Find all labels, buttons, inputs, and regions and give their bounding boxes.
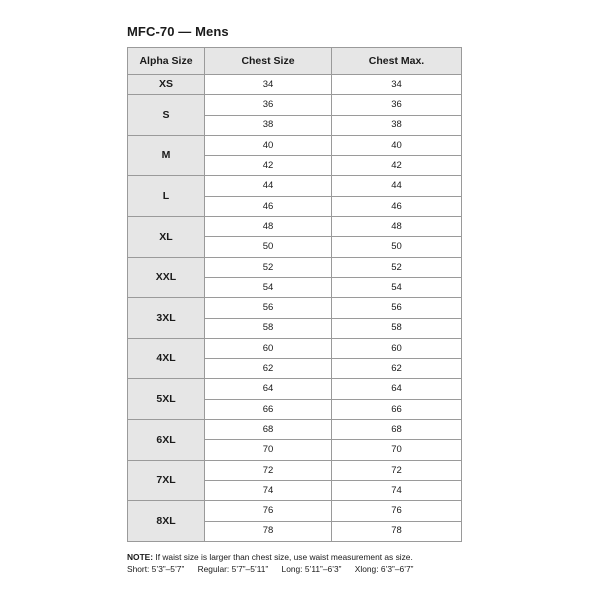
chest-size-cell: 40 <box>205 135 332 155</box>
chest-size-cell: 48 <box>205 217 332 237</box>
table-row <box>128 460 462 480</box>
chest-max-cell: 68 <box>332 420 462 440</box>
table-row <box>128 75 462 95</box>
alpha-size-cell: XL <box>128 217 205 258</box>
column-header-chest-max: Chest Max. <box>332 48 462 75</box>
column-header-chest-size: Chest Size <box>205 48 332 75</box>
note-line <box>127 551 413 563</box>
alpha-size-cell: 5XL <box>128 379 205 420</box>
chest-max-cell: 46 <box>332 196 462 216</box>
table-row <box>128 257 462 277</box>
alpha-size-cell: L <box>128 176 205 217</box>
chest-size-cell: 64 <box>205 379 332 399</box>
chest-size-cell: 68 <box>205 420 332 440</box>
chest-max-cell: 78 <box>332 521 462 541</box>
size-chart-table <box>127 47 462 542</box>
table-row <box>128 176 462 196</box>
table-row <box>128 420 462 440</box>
chest-max-cell: 76 <box>332 501 462 521</box>
chest-size-cell: 46 <box>205 196 332 216</box>
chest-size-cell: 42 <box>205 156 332 176</box>
note-text: If waist size is larger than chest size, use waist measurement as size. <box>153 552 413 562</box>
size-xlong: Xlong: 6’3”–6’7” <box>354 564 414 574</box>
page-title: MFC-70 — Mens <box>127 24 229 39</box>
table-row <box>128 135 462 155</box>
chest-max-cell: 54 <box>332 277 462 297</box>
chest-size-cell: 74 <box>205 480 332 500</box>
chest-max-cell: 34 <box>332 75 462 95</box>
chest-size-cell: 58 <box>205 318 332 338</box>
size-note <box>127 551 413 575</box>
chest-size-cell: 54 <box>205 277 332 297</box>
table-body <box>128 75 462 542</box>
alpha-size-cell: M <box>128 135 205 176</box>
alpha-size-cell: XS <box>128 75 205 95</box>
chest-size-cell: 52 <box>205 257 332 277</box>
alpha-size-cell: 7XL <box>128 460 205 501</box>
chest-max-cell: 70 <box>332 440 462 460</box>
chest-max-cell: 38 <box>332 115 462 135</box>
note-label: NOTE: <box>127 552 154 562</box>
chest-size-cell: 34 <box>205 75 332 95</box>
table-row <box>128 501 462 521</box>
chest-max-cell: 74 <box>332 480 462 500</box>
chest-size-cell: 44 <box>205 176 332 196</box>
size-regular: Regular: 5’7”–5’11” <box>197 564 269 574</box>
chest-max-cell: 52 <box>332 257 462 277</box>
chest-size-cell: 50 <box>205 237 332 257</box>
chest-max-cell: 50 <box>332 237 462 257</box>
chest-max-cell: 58 <box>332 318 462 338</box>
table-row <box>128 338 462 358</box>
chest-size-cell: 70 <box>205 440 332 460</box>
chest-size-cell: 60 <box>205 338 332 358</box>
chest-max-cell: 56 <box>332 298 462 318</box>
alpha-size-cell: 4XL <box>128 338 205 379</box>
alpha-size-cell: 6XL <box>128 420 205 461</box>
table-row <box>128 95 462 115</box>
chest-max-cell: 40 <box>332 135 462 155</box>
size-long: Long: 5’11”–6’3” <box>281 564 342 574</box>
table-row <box>128 379 462 399</box>
chest-size-cell: 62 <box>205 359 332 379</box>
chest-size-cell: 38 <box>205 115 332 135</box>
chest-max-cell: 66 <box>332 399 462 419</box>
chest-max-cell: 64 <box>332 379 462 399</box>
chest-max-cell: 48 <box>332 217 462 237</box>
alpha-size-cell: S <box>128 95 205 136</box>
chest-max-cell: 44 <box>332 176 462 196</box>
table-row <box>128 217 462 237</box>
chest-size-cell: 56 <box>205 298 332 318</box>
table-row <box>128 298 462 318</box>
chest-max-cell: 72 <box>332 460 462 480</box>
alpha-size-cell: 3XL <box>128 298 205 339</box>
chest-size-cell: 72 <box>205 460 332 480</box>
table-header-row <box>128 48 462 75</box>
chest-size-cell: 36 <box>205 95 332 115</box>
chest-max-cell: 36 <box>332 95 462 115</box>
chest-max-cell: 42 <box>332 156 462 176</box>
chest-max-cell: 60 <box>332 338 462 358</box>
alpha-size-cell: XXL <box>128 257 205 298</box>
chest-size-cell: 66 <box>205 399 332 419</box>
chest-size-cell: 78 <box>205 521 332 541</box>
chest-max-cell: 62 <box>332 359 462 379</box>
column-header-alpha-size: Alpha Size <box>128 48 205 75</box>
alpha-size-cell: 8XL <box>128 501 205 542</box>
chest-size-cell: 76 <box>205 501 332 521</box>
size-short: Short: 5’3”–5’7” <box>127 564 185 574</box>
inseam-sizes-line <box>127 563 413 575</box>
